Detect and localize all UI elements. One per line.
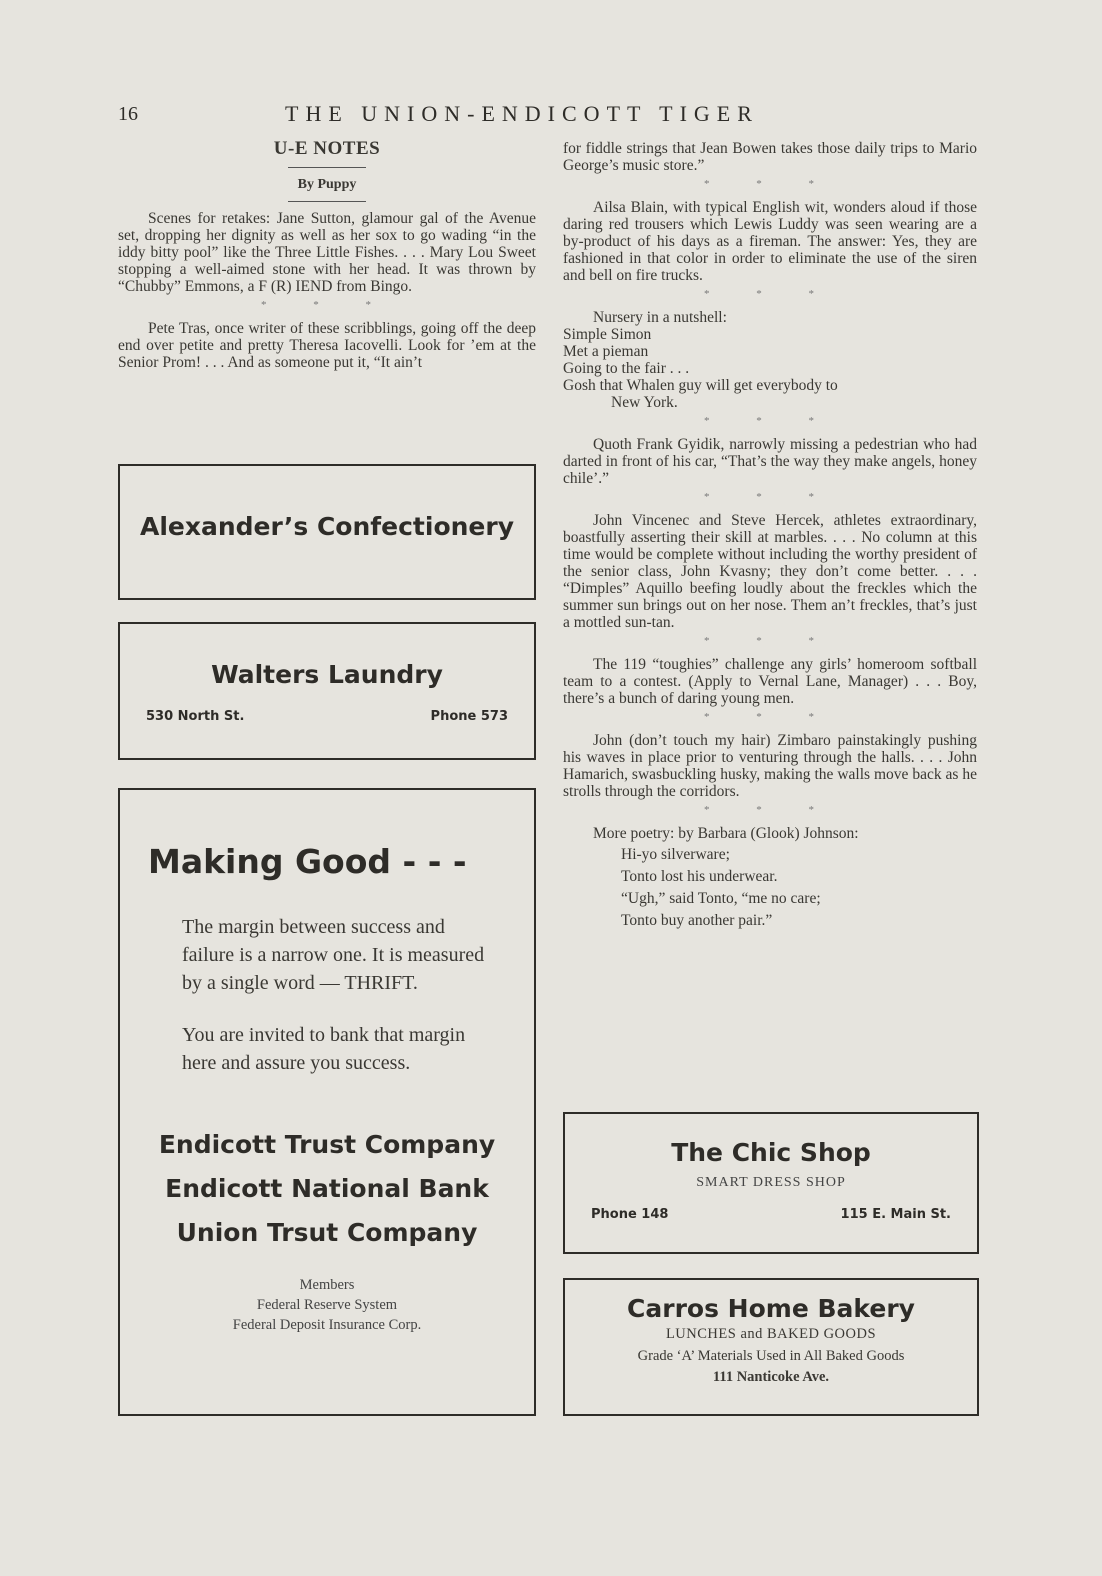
poem-line: Hi-yo silverware; bbox=[621, 846, 730, 863]
ad-walters-laundry bbox=[118, 622, 536, 760]
poem-line: Nursery in a nutshell: bbox=[593, 309, 727, 326]
ad-bank-name: Endicott National Bank bbox=[165, 1174, 489, 1203]
poem-line: Tonto lost his underwear. bbox=[621, 868, 778, 885]
ad-business-name: Walters Laundry bbox=[211, 660, 443, 689]
byline-rule bbox=[288, 201, 366, 202]
ad-members-line: Members bbox=[299, 1277, 355, 1293]
separator: * * * bbox=[704, 711, 836, 723]
paragraph: More poetry: by Barbara (Glook) Johnson: bbox=[593, 825, 859, 842]
ad-phone: Phone 148 bbox=[591, 1207, 669, 1222]
ad-business-name: The Chic Shop bbox=[671, 1138, 871, 1167]
ad-business-name: Alexander’s Confectionery bbox=[139, 512, 515, 541]
separator: * * * bbox=[704, 491, 836, 503]
poem-line: Going to the fair . . . bbox=[563, 360, 690, 377]
separator: * * * bbox=[704, 415, 836, 427]
title-rule bbox=[288, 167, 366, 168]
poem-line: New York. bbox=[611, 394, 678, 411]
paragraph: for fiddle strings that Jean Bowen takes those daily trips to Mario George’s music store.” bbox=[563, 140, 977, 174]
ad-carros-home-bakery bbox=[563, 1278, 979, 1416]
publication-title: THE UNION-ENDICOTT TIGER bbox=[285, 101, 759, 126]
ad-line: Grade ‘A’ Materials Used in All Baked Goods bbox=[637, 1348, 905, 1364]
separator: * * * bbox=[704, 288, 836, 300]
poem-line: Tonto buy another pair.” bbox=[621, 912, 773, 929]
paragraph: Ailsa Blain, with typical English wit, wonders aloud if those daring red trousers which Lewis Luddy was seen wearing are a by-product of his days as a fireman. The answer: Yes, they are fashioned in that color in order to eliminate the use of the siren and bell on fire trucks. bbox=[563, 199, 977, 284]
ad-tagline: SMART DRESS SHOP bbox=[696, 1175, 846, 1190]
ad-bank-name: Union Trsut Company bbox=[176, 1218, 478, 1247]
paragraph: Quoth Frank Gyidik, narrowly missing a pedestrian who had darted in front of his car, “That’s the way they make angels, honey chile’.” bbox=[563, 436, 977, 487]
paragraph: The 119 “toughies” challenge any girls’ homeroom softball team to a contest. (Apply to Vernal Lane, Manager) . . . Boy, there’s a bunch of daring young men. bbox=[563, 656, 977, 707]
column-title: U-E NOTES bbox=[273, 138, 381, 159]
ad-line: LUNCHES and BAKED GOODS bbox=[665, 1326, 877, 1342]
paragraph: Pete Tras, once writer of these scribblings, going off the deep end over petite and pretty Theresa Iacovelli. Look for ’em at the Senior Prom! . . . And as someone put it, “It ain’t bbox=[118, 320, 536, 371]
ad-members-line: Federal Reserve System bbox=[256, 1297, 398, 1313]
ad-address: 115 E. Main St. bbox=[840, 1207, 951, 1222]
ad-address: 111 Nanticoke Ave. bbox=[712, 1369, 830, 1385]
paragraph: Scenes for retakes: Jane Sutton, glamour gal of the Avenue set, dropping her dignity as well as her sox to go wading “in the iddy bitty pool” like the Three Little Fishes. . . . Mary Lou Sweet stopping a well-aimed stone with her head. It was thrown by “Chubby” Emmons, a F (R) IEND from Bingo. bbox=[118, 210, 536, 295]
poem-line: Met a pieman bbox=[563, 343, 649, 360]
paragraph: John Vincenec and Steve Hercek, athletes extraordinary, boastfully asserting their skill at marbles. . . . No column at this time would be complete without including the worthy president of the senior class, John Kvasny; they don’t come better. . . . “Dimples” Aquillo beefing loudly about the freckles which the summer sun brings out on her nose. Them an’t freckles, that’s just a mottled sun-tan. bbox=[563, 512, 977, 631]
poem-line: Gosh that Whalen guy will get everybody to bbox=[563, 377, 838, 394]
ad-business-name: Carros Home Bakery bbox=[627, 1294, 915, 1323]
separator: * * * bbox=[704, 804, 836, 816]
poem-line: Simple Simon bbox=[563, 326, 652, 343]
ad-paragraph: The margin between success and failure is a narrow one. It is measured by a single word — THRIFT. bbox=[182, 916, 485, 994]
right-column bbox=[563, 140, 977, 932]
ad-headline: Making Good - - - bbox=[148, 842, 467, 881]
ad-bank-name: Endicott Trust Company bbox=[158, 1130, 496, 1159]
paragraph: John (don’t touch my hair) Zimbaro painstakingly pushing his waves in place prior to venturing through the halls. . . . John Hamarich, swasbuckling husky, making the walls move back as he strolls through the corridors. bbox=[563, 732, 977, 800]
separator: * * * bbox=[261, 299, 393, 311]
separator: * * * bbox=[704, 635, 836, 647]
separator: * * * bbox=[704, 178, 836, 190]
ad-address: 530 North St. bbox=[146, 709, 245, 724]
ad-alexanders-confectionery bbox=[118, 464, 536, 600]
ad-chic-shop bbox=[563, 1112, 979, 1254]
poem-line: “Ugh,” said Tonto, “me no care; bbox=[621, 890, 821, 907]
ad-bank-thrift bbox=[118, 788, 536, 1416]
ad-paragraph: You are invited to bank that margin here and assure you success. bbox=[182, 1024, 466, 1074]
ad-phone: Phone 573 bbox=[430, 709, 508, 724]
ad-members-line: Federal Deposit Insurance Corp. bbox=[232, 1317, 422, 1333]
page-number: 16 bbox=[118, 103, 138, 125]
byline: By Puppy bbox=[297, 177, 357, 192]
left-column bbox=[118, 140, 536, 371]
